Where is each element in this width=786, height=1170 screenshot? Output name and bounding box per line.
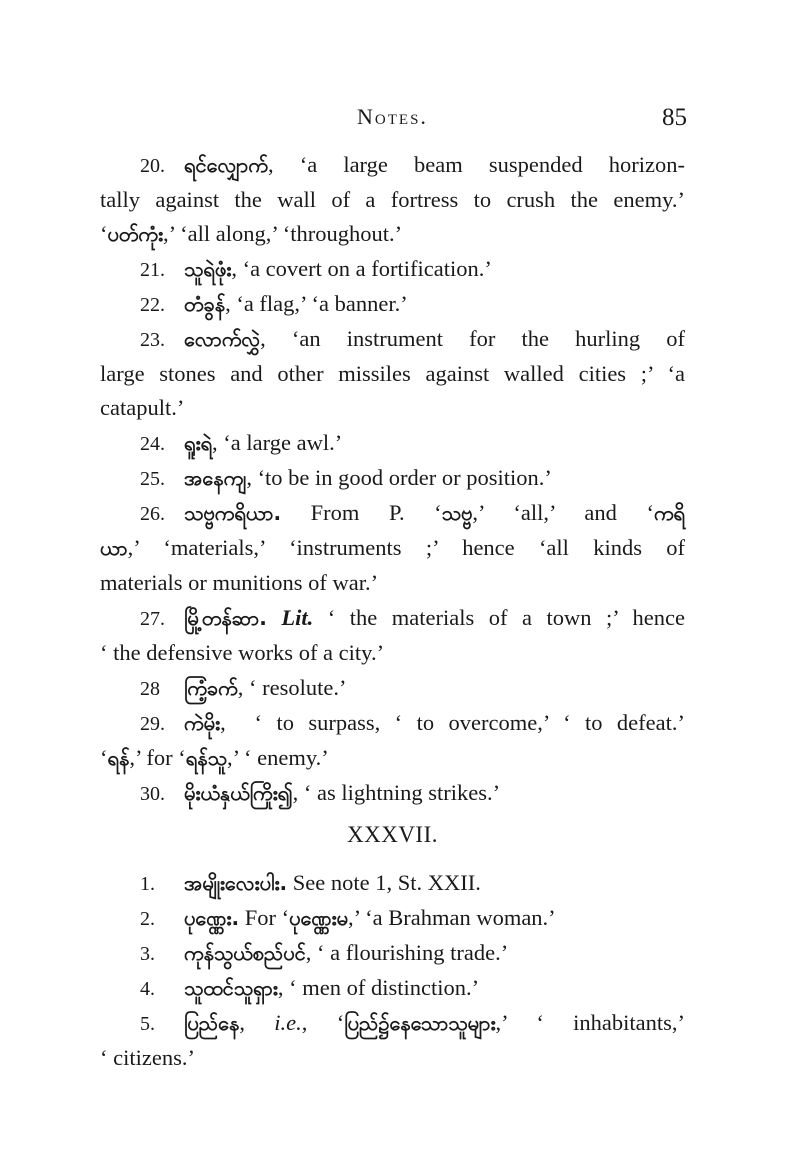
note-number: 2.	[140, 908, 155, 930]
note-number: 24.	[140, 433, 165, 455]
note-number: 5.	[140, 1013, 155, 1035]
gloss: ,’ ‘materials,’ ‘instruments ;’ hence ‘all kinds of	[127, 535, 685, 560]
gloss: For ‘	[244, 905, 290, 930]
note-23: 23. လောက်လွှဲ, ‘an instrument for the hurling of	[100, 324, 685, 355]
note-29-cont	[100, 743, 685, 773]
note-22: 22. တံခွန်, ‘a flag,’ ‘a banner.’	[100, 289, 685, 320]
gloss: ‘an instrument for the hurling of	[291, 326, 686, 351]
note-number: 27.	[140, 608, 165, 630]
note-number: 20.	[140, 155, 165, 177]
gloss: ‘a covert on a fortification.’	[242, 256, 492, 281]
page-number: 85	[662, 104, 687, 131]
note-xxxvii-5-cont: ‘ citizens.’	[100, 1045, 195, 1070]
note-25: 25. အနေကျ, ‘to be in good order or position.’	[100, 463, 685, 494]
note-30: 30. မိုးယံနှယ်ကြိုး၍, ‘ as lightning strikes.’	[100, 778, 685, 809]
gloss: ,’ for ‘	[129, 745, 186, 770]
gloss: ,’ ‘ inhabitants,’	[495, 1010, 686, 1035]
note-xxxvii-4: 4. သူထင်သူရှား, ‘ men of distinction.’	[100, 973, 685, 1004]
burmese-term: ပြည်နေ	[184, 1011, 240, 1035]
gloss: ,’ ‘all,’ and ‘	[472, 500, 654, 525]
note-26-cont	[100, 533, 685, 563]
note-21: 21. သူရဲဖုံး, ‘a covert on a fortification.’	[100, 254, 685, 285]
note-number: 29.	[140, 713, 165, 735]
note-number: 26.	[140, 503, 165, 525]
note-xxxvii-1	[100, 868, 685, 899]
burmese-term: မိုးယံနှယ်ကြိုး၍	[184, 781, 293, 805]
gloss: ‘to be in good order or position.’	[257, 465, 552, 490]
gloss: ‘ men of distinction.’	[289, 975, 480, 1000]
gloss: ‘ resolute.’	[249, 675, 347, 700]
burmese-term: အမျိုးလေးပါး.	[184, 871, 288, 895]
note-number: 21.	[140, 259, 165, 281]
pali-term: သဗ္ဗ	[441, 501, 473, 525]
running-head	[100, 104, 685, 138]
burmese-term: ပြည်၌နေသောသူများ	[344, 1011, 496, 1035]
note-number: 28	[140, 678, 160, 700]
gloss: ‘ as lightning strikes.’	[303, 780, 501, 805]
note-number: 3.	[140, 943, 155, 965]
note-number: 23.	[140, 329, 165, 351]
section-heading: XXXVII.	[346, 822, 438, 847]
note-24: 24. ရူးရဲ, ‘a large awl.’	[100, 428, 685, 459]
gloss: ‘ the materials of a town ;’ hence	[327, 605, 686, 630]
burmese-term: ရင်လျှောက်	[184, 153, 268, 177]
ie-abbrev: i.e.	[274, 1010, 302, 1035]
note-number: 22.	[140, 294, 165, 316]
burmese-term: မြို့တန်ဆာ.	[184, 606, 267, 630]
burmese-term: ပုဏ္ဏေးမ	[289, 906, 349, 930]
burmese-term: သူထင်သူရှား	[184, 976, 278, 1000]
burmese-term: ရူးရဲ	[184, 431, 213, 455]
gloss: ,’ ‘all along,’ ‘throughout.’	[163, 221, 403, 246]
note-27-cont: ‘ the defensive works of a city.’	[100, 640, 385, 665]
note-xxxvii-5: 5. ပြည်နေ, i.e., ‘ပြည်၌နေသောသူများ,’ ‘ inhabitants,’	[100, 1008, 685, 1039]
burmese-term: တံခွန်	[184, 292, 226, 316]
note-number: 1.	[140, 873, 155, 895]
burmese-term: ကဲမိုး	[184, 711, 221, 735]
gloss: , ‘	[301, 1010, 345, 1035]
gloss: ‘	[100, 745, 108, 770]
note-number: 4.	[140, 978, 155, 1000]
note-28: 28 ကြံ့ခက်, ‘ resolute.’	[100, 673, 685, 704]
burmese-term: သူရဲဖုံး	[184, 257, 232, 281]
note-27	[100, 603, 685, 634]
lit-abbrev: Lit.	[281, 605, 314, 630]
note-26	[100, 498, 685, 529]
burmese-term: ရန်သူ	[185, 746, 227, 770]
gloss: ‘a large beam suspended horizon-	[299, 152, 685, 177]
note-20: 20. ရင်လျှောက်, ‘a large beam suspended horizon-	[100, 150, 685, 181]
note-23-cont: large stones and other missiles against walled cities ;’ ‘a	[100, 361, 685, 386]
burmese-term: လောက်လွှဲ	[184, 327, 261, 351]
note-20-cont2: ‘ပတ်ကုံး,’ ‘all along,’ ‘throughout.’	[100, 221, 403, 246]
burmese-term: ကြံ့ခက်	[184, 676, 238, 700]
note-26-cont2: materials or munitions of war.’	[100, 570, 379, 595]
gloss: ‘a large awl.’	[223, 430, 343, 455]
gloss: See note 1, St. XXII.	[292, 870, 481, 895]
gloss: ‘ a flourishing trade.’	[317, 940, 509, 965]
running-head-title: Notes.	[357, 104, 428, 129]
pali-term: ယာ	[100, 536, 128, 560]
burmese-term: ရန်	[107, 746, 130, 770]
gloss: ‘ to surpass, ‘ to overcome,’ ‘ to defeat.’	[254, 710, 685, 735]
gloss: From P. ‘	[310, 500, 442, 525]
note-xxxvii-2	[100, 903, 685, 934]
note-number: 25.	[140, 468, 165, 490]
pali-term: ကရိ	[653, 501, 685, 525]
note-29: 29. ကဲမိုး, ‘ to surpass, ‘ to overcome,’ ‘ to defeat.’	[100, 708, 685, 739]
burmese-term: သဗ္ဗကရိယာ.	[184, 501, 282, 525]
note-number: 30.	[140, 783, 165, 805]
gloss: ,’ ‘ enemy.’	[226, 745, 329, 770]
burmese-term: အနေကျ	[184, 466, 247, 490]
burmese-term: ပုဏ္ဏေး.	[184, 906, 240, 930]
note-20-cont: tally against the wall of a fortress to crush the enemy.’	[100, 187, 685, 212]
gloss: ‘a flag,’ ‘a banner.’	[236, 291, 408, 316]
note-xxxvii-3: 3. ကုန်သွယ်စည်ပင်, ‘ a flourishing trade.’	[100, 938, 685, 969]
gloss: ,’ ‘a Brahman woman.’	[348, 905, 556, 930]
burmese-term: ကုန်သွယ်စည်ပင်	[184, 941, 306, 965]
note-23-cont2: catapult.’	[100, 395, 185, 420]
burmese-term: ပတ်ကုံး	[107, 222, 164, 246]
